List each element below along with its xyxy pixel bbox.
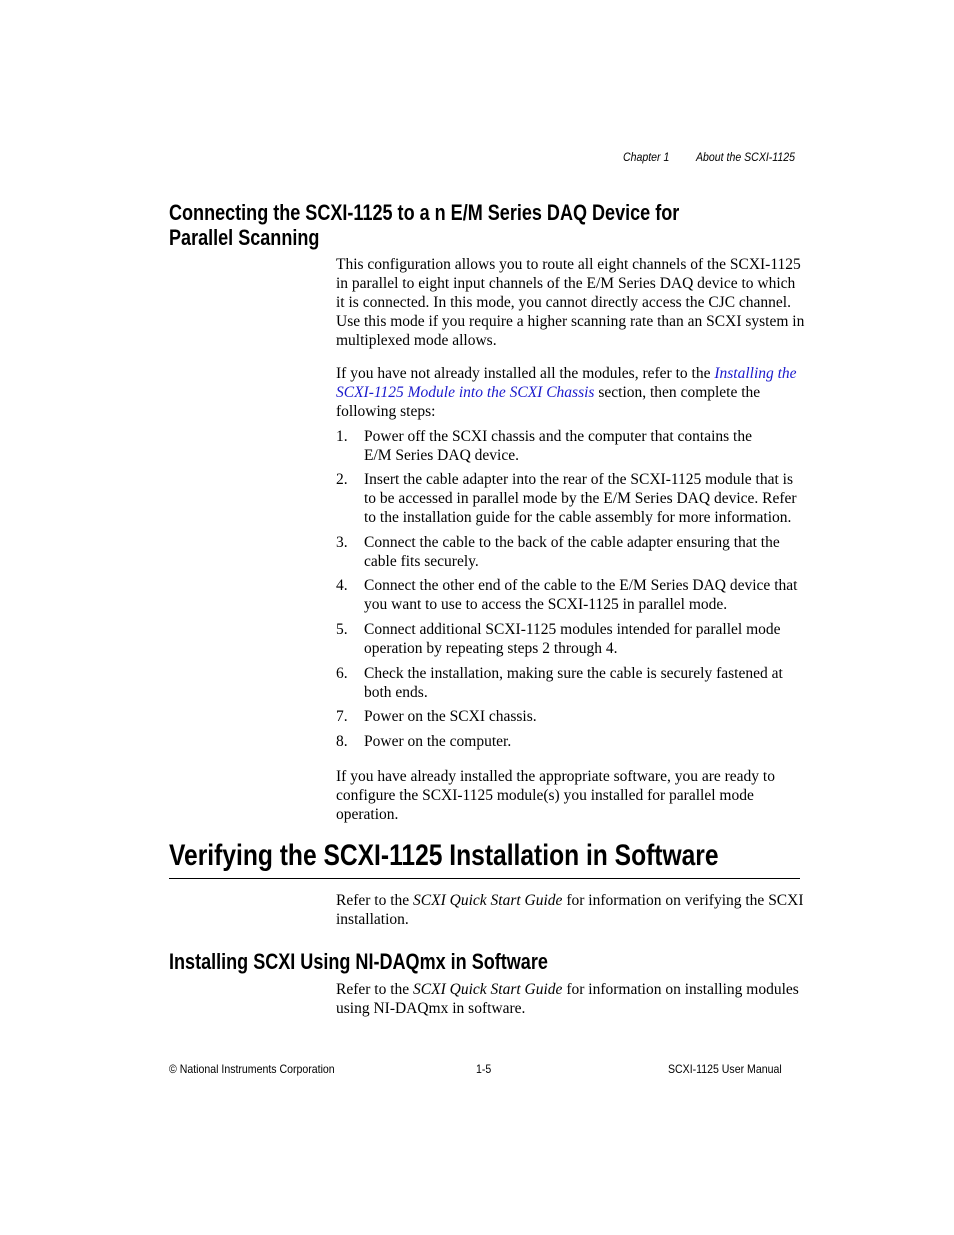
step-number: 7. bbox=[336, 708, 348, 725]
step-text bbox=[364, 470, 806, 527]
text-line bbox=[336, 364, 806, 383]
guide-title: SCXI Quick Start Guide bbox=[413, 892, 563, 909]
section-heading-verifying: Verifying the SCXI-1125 Installation in Software bbox=[169, 839, 719, 872]
text-line: to the installation guide for the cable assembly for more information. bbox=[364, 509, 792, 526]
section-heading-connecting bbox=[169, 200, 743, 250]
text-line: Power on the SCXI chassis. bbox=[364, 708, 537, 725]
text-line: Use this mode if you require a higher scanning rate than an SCXI system in bbox=[336, 313, 805, 330]
text-line: following steps: bbox=[336, 403, 436, 420]
step-text bbox=[364, 732, 806, 751]
text-run: section, then complete the bbox=[594, 384, 761, 401]
text-line bbox=[336, 891, 806, 910]
header-chapter: Chapter 1 bbox=[623, 150, 670, 164]
text-run: Refer to the bbox=[336, 892, 414, 909]
text-line: Power off the SCXI chassis and the computer that contains the bbox=[364, 428, 752, 445]
heading-rule bbox=[169, 878, 800, 879]
step-text bbox=[364, 620, 806, 658]
text-line bbox=[336, 980, 806, 999]
text-line: using NI-DAQmx in software. bbox=[336, 1000, 526, 1017]
text-line: Connect the cable to the back of the cable adapter ensuring that the bbox=[364, 534, 780, 551]
step-number: 2. bbox=[336, 471, 348, 488]
text-line: Connect the other end of the cable to the E/M Series DAQ device that bbox=[364, 577, 798, 594]
heading-line: Connecting the SCXI-1125 to a n E/M Series DAQ Device for bbox=[169, 200, 680, 225]
text-line: operation by repeating steps 2 through 4. bbox=[364, 640, 618, 657]
step-number: 8. bbox=[336, 733, 348, 750]
step-text bbox=[364, 533, 806, 571]
paragraph-configuration bbox=[336, 255, 806, 350]
step-text bbox=[364, 707, 806, 726]
text-line: multiplexed mode allows. bbox=[336, 332, 497, 349]
step-text bbox=[364, 664, 806, 702]
text-line: both ends. bbox=[364, 684, 428, 701]
paragraph-verifying bbox=[336, 891, 806, 929]
installing-module-link-continued[interactable]: SCXI-1125 Module into the SCXI Chassis bbox=[336, 384, 595, 401]
step-number: 1. bbox=[336, 428, 348, 445]
paragraph-installing-daqmx bbox=[336, 980, 806, 1018]
text-run: for information on installing modules bbox=[562, 981, 799, 998]
heading-line: Parallel Scanning bbox=[169, 225, 320, 250]
footer-copyright: © National Instruments Corporation bbox=[169, 1062, 335, 1076]
text-line: it is connected. In this mode, you cannot directly access the CJC channel. bbox=[336, 294, 791, 311]
text-run: If you have not already installed all the modules, refer to the bbox=[336, 365, 715, 382]
text-line: Check the installation, making sure the cable is securely fastened at bbox=[364, 665, 783, 682]
text-line bbox=[336, 383, 806, 402]
text-line: to be accessed in parallel mode by the E/M Series DAQ device. Refer bbox=[364, 490, 797, 507]
step-text bbox=[364, 427, 806, 465]
installing-module-link[interactable]: Installing the bbox=[714, 365, 797, 382]
step-number: 4. bbox=[336, 577, 348, 594]
text-line: Power on the computer. bbox=[364, 733, 512, 750]
text-line: Insert the cable adapter into the rear of the SCXI-1125 module that is bbox=[364, 471, 793, 488]
step-text bbox=[364, 576, 806, 614]
text-line: Connect additional SCXI-1125 modules intended for parallel mode bbox=[364, 621, 781, 638]
text-line: This configuration allows you to route all eight channels of the SCXI-1125 bbox=[336, 256, 801, 273]
section-heading-installing-daqmx: Installing SCXI Using NI-DAQmx in Software bbox=[169, 949, 548, 974]
footer-page-number: 1-5 bbox=[476, 1062, 492, 1076]
header-title: About the SCXI-1125 bbox=[696, 150, 796, 164]
paragraph-software-ready bbox=[336, 767, 806, 824]
step-number: 3. bbox=[336, 534, 348, 551]
text-line: in parallel to eight input channels of the E/M Series DAQ device to which bbox=[336, 275, 796, 292]
text-line: you want to use to access the SCXI-1125 in parallel mode. bbox=[364, 596, 728, 613]
text-line: installation. bbox=[336, 911, 409, 928]
footer-manual-title: SCXI-1125 User Manual bbox=[668, 1062, 782, 1076]
text-line: cable fits securely. bbox=[364, 553, 479, 570]
step-number: 6. bbox=[336, 665, 348, 682]
guide-title: SCXI Quick Start Guide bbox=[413, 981, 563, 998]
text-line: operation. bbox=[336, 806, 399, 823]
text-line: If you have already installed the appropriate software, you are ready to bbox=[336, 768, 775, 785]
text-run: for information on verifying the SCXI bbox=[562, 892, 804, 909]
text-line: configure the SCXI-1125 module(s) you installed for parallel mode bbox=[336, 787, 754, 804]
step-number: 5. bbox=[336, 621, 348, 638]
text-run: Refer to the bbox=[336, 981, 414, 998]
paragraph-install-reference bbox=[336, 364, 806, 421]
text-line: E/M Series DAQ device. bbox=[364, 447, 519, 464]
